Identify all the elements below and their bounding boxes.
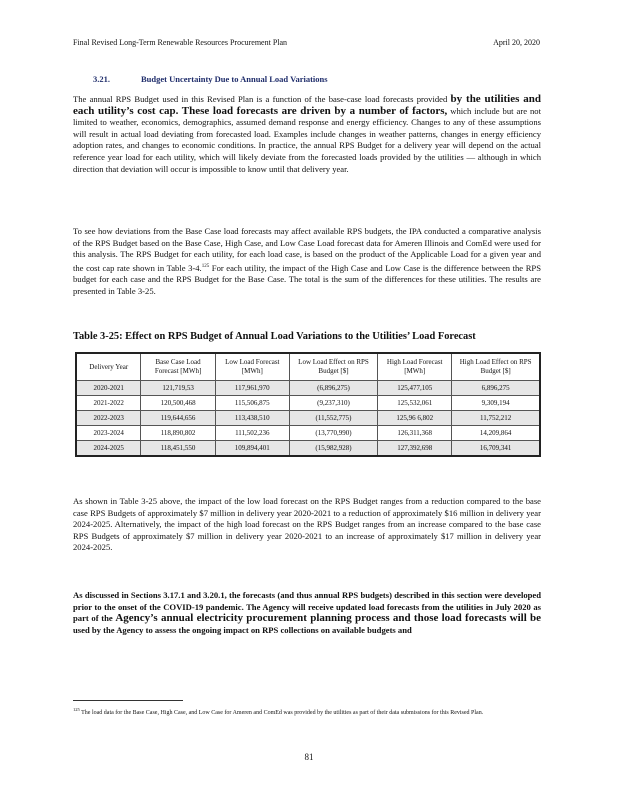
footnote-text: The load data for the Base Case, High Case, and Low Case for Ameren and ComEd was provided by the utilities as part of their data submissions for this Revised Plan. xyxy=(79,710,484,716)
col-header: High Load Forecast [MWh] xyxy=(378,353,452,381)
table-cell: 120,500,468 xyxy=(141,396,215,411)
col-header: Low Load Forecast [MWh] xyxy=(215,353,289,381)
table-cell: 115,506,875 xyxy=(215,396,289,411)
table-cell: 2021-2022 xyxy=(76,396,141,411)
col-header: Low Load Effect on RPS Budget [$] xyxy=(289,353,377,381)
page-number: 81 xyxy=(304,752,314,762)
table-cell: 118,451,550 xyxy=(141,441,215,457)
table-cell: 127,392,698 xyxy=(378,441,452,457)
table-cell: 6,896,275 xyxy=(452,381,540,396)
table-cell: (9,237,310) xyxy=(289,396,377,411)
table-cell: 16,709,341 xyxy=(452,441,540,457)
table-row xyxy=(76,441,540,457)
table-cell: 125,96 6,802 xyxy=(378,411,452,426)
table-caption: Table 3-25: Effect on RPS Budget of Annual Load Variations to the Utilities’ Load Forecast xyxy=(73,331,476,342)
table-cell: 109,894,401 xyxy=(215,441,289,457)
table-row xyxy=(76,396,540,411)
table-cell: 2020-2021 xyxy=(76,381,141,396)
table-cell: 118,890,802 xyxy=(141,426,215,441)
table-cell: 9,309,194 xyxy=(452,396,540,411)
paragraph-1-text-a: The annual RPS Budget used in this Revised Plan is a function of the base-case load forecasts provided xyxy=(73,94,451,104)
table-cell: 117,961,970 xyxy=(215,381,289,396)
col-header: Delivery Year xyxy=(76,353,141,381)
paragraph-3 xyxy=(73,496,541,554)
col-header: High Load Effect on RPS Budget [$] xyxy=(452,353,540,381)
paragraph-1 xyxy=(73,94,541,175)
table-row xyxy=(76,411,540,426)
paragraph-4-text-emph: Agency’s annual electricity procurement planning process and those load forecasts will be xyxy=(115,612,541,625)
footnote-marker: 125 xyxy=(73,707,80,712)
header-title: Final Revised Long-Term Renewable Resources Procurement Plan xyxy=(73,38,288,47)
table-cell: (11,552,775) xyxy=(289,411,377,426)
paragraph-3-text: As shown in Table 3-25 above, the impact of the low load forecast on the RPS Budget ranges from a reduction compared to the base case RPS Budgets of approximately $7 million in delivery year 2020-2021 to a reduction of approximately $16 million in delivery year 2024-2025. Alternatively, the impact of the high load forecast on the RPS Budget ranges from an increase compared to the base case RPS Budgets of approximately $7 million in delivery year 2020-2021 to an increase of approximately $17 million in delivery year 2024-2025. xyxy=(73,496,541,553)
table-cell: 14,209,864 xyxy=(452,426,540,441)
table-cell: 126,311,368 xyxy=(378,426,452,441)
paragraph-4-text-b: used by the Agency to assess the ongoing impact on RPS collections on available budgets and xyxy=(73,624,412,635)
footnote-divider xyxy=(73,700,183,701)
table-cell: 119,644,656 xyxy=(141,411,215,426)
paragraph-2-text: To see how deviations from the Base Case load forecasts may affect available RPS budgets, the IPA conducted a comparative analysis of the RPS Budget based on the Base Case, High Case, and Low Case Load forecast data for Ameren Illinois and ComEd were used for this analysis. The RPS Budget for each utility, for each load case, is based on the product of the Applicable Load for a given year and the cost cap rate shown in Table 3-4. xyxy=(73,226,541,273)
paragraph-2 xyxy=(73,226,541,297)
table-row xyxy=(76,381,540,396)
table-cell: 111,502,236 xyxy=(215,426,289,441)
paragraph-2-text-b: For each utility, the impact of the High Case and Low Case is the difference between the RPS budget for each case and the RPS Budget for the Base Case. The total is the sum of the differences for these utilities. The results are presented in Table 3-25. xyxy=(73,262,541,296)
table-header-row xyxy=(76,353,540,381)
table-cell: 2023-2024 xyxy=(76,426,141,441)
table-cell: (15,982,928) xyxy=(289,441,377,457)
table-cell: 113,438,510 xyxy=(215,411,289,426)
footnote-ref: 125 xyxy=(201,263,210,269)
paragraph-4-text-a: As discussed in Sections 3.17.1 and 3.20.1, the forecasts (and thus annual RPS budgets) described in this section were developed prior to the onset of the COVID-19 pandemic. The Agency will receive updated load forecasts from the utilities in July 2020 as part of the xyxy=(73,590,541,624)
rps-budget-table xyxy=(75,352,541,457)
header-date: April 20, 2020 xyxy=(493,38,540,47)
table-cell: 121,719,53 xyxy=(141,381,215,396)
section-number: 3.21. xyxy=(93,74,110,84)
col-header: Base Case Load Forecast [MWh] xyxy=(141,353,215,381)
section-title: Budget Uncertainty Due to Annual Load Variations xyxy=(141,74,328,84)
table-cell: 125,477,105 xyxy=(378,381,452,396)
table-cell: 2022-2023 xyxy=(76,411,141,426)
table-cell: (13,770,990) xyxy=(289,426,377,441)
page-header xyxy=(73,38,540,47)
table-cell: 11,752,212 xyxy=(452,411,540,426)
paragraph-1-text-emph: by the utilities and each utility’s cost cap. These load forecasts are driven by a number of factors, xyxy=(73,93,541,117)
table-cell: (6,896,275) xyxy=(289,381,377,396)
footnote xyxy=(73,705,543,718)
section-heading xyxy=(93,74,523,84)
paragraph-4 xyxy=(73,590,541,636)
table-cell: 2024-2025 xyxy=(76,441,141,457)
paragraph-1-text-b: which include but are not limited to weather, economics, demographics, assumed demand response and energy efficiency. Changes to any of these assumptions will result in actual load deviating from forecasted load. Examples include changes in weather patterns, changes in energy efficiency adoption rates, and changes to economic conditions. In practice, the annual RPS Budget for a delivery year will depend on the actual reference year load for each utility, which will likely deviate from the forecasted loads provided by the utilities — although in which direction that deviation will occur is impossible to know until that delivery year. xyxy=(73,105,541,174)
table-cell: 125,532,061 xyxy=(378,396,452,411)
table-row xyxy=(76,426,540,441)
